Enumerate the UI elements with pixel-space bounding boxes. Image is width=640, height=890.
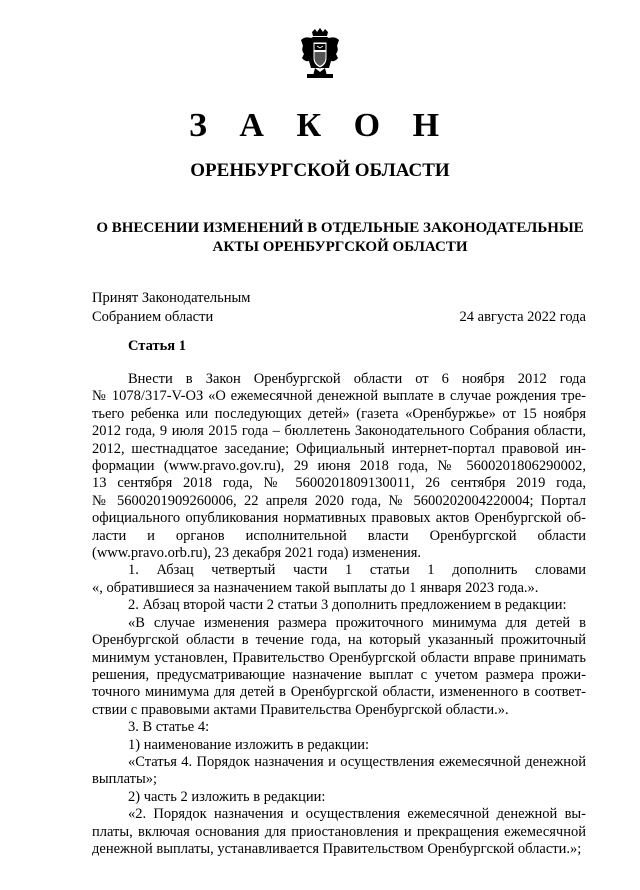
paragraph-line: решения, предусматривающие назначение выплат с учетом размера прожи- bbox=[92, 666, 586, 683]
law-heading-line: АКТЫ ОРЕНБУРГСКОЙ ОБЛАСТИ bbox=[212, 239, 468, 255]
paragraph-line: 2012, шестнадцатое заседание; Официальный интернет-портал правовой ин- bbox=[92, 440, 586, 457]
paragraph-line: 2012 года, 9 июля 2015 года – бюллетень Законодательного Собрания области, bbox=[92, 423, 586, 440]
paragraph-line: официального опубликования нормативных правовых актов Оренбургской об- bbox=[92, 510, 586, 527]
paragraph-line: ласти и органов исполнительной власти Оренбургской области bbox=[92, 527, 586, 544]
paragraph-line: Оренбургской области в течение года, на который указанный прожиточный bbox=[92, 632, 586, 649]
paragraph-line: денежной выплаты, устанавливается Правительством Оренбургской области.»; bbox=[92, 840, 582, 857]
paragraph-line: № 1078/317-V-ОЗ «О ежемесячной денежной выплате в случае рождения тре- bbox=[92, 388, 586, 405]
document-title: З А К О Н bbox=[188, 107, 452, 144]
paragraph-line: формации (www.pravo.gov.ru), 29 июня 2018 года, № 5600201806290002, bbox=[92, 458, 586, 475]
paragraph bbox=[92, 615, 586, 719]
paragraph-line: платы, включая основания для приостановления и прекращения ежемесячной bbox=[92, 823, 586, 840]
paragraph-line: ствии с правовыми актами Правительства Оренбургской области.». bbox=[92, 701, 509, 718]
paragraph-line: «2. Порядок назначения и осуществления ежемесячной денежной вы- bbox=[128, 806, 586, 823]
adoption-line: Принят Законодательным bbox=[92, 290, 251, 306]
coat-of-arms-emblem bbox=[299, 28, 341, 80]
paragraph-line: выплаты»; bbox=[92, 771, 158, 788]
law-heading-line: О ВНЕСЕНИИ ИЗМЕНЕНИЙ В ОТДЕЛЬНЫЕ ЗАКОНОДАТЕЛЬНЫЕ bbox=[96, 220, 584, 236]
paragraph-line: тьего ребенка или последующих детей» (газета «Оренбуржье» от 15 ноября bbox=[92, 405, 586, 422]
paragraph-line: «В случае изменения размера прожиточного минимума для детей в bbox=[128, 614, 586, 631]
paragraph bbox=[92, 806, 586, 858]
paragraph-line: № 5600201909260006, 22 апреля 2020 года, № 5600202004220004; Портал bbox=[92, 492, 586, 509]
coat-of-arms-icon bbox=[299, 28, 341, 80]
paragraph bbox=[92, 737, 586, 754]
paragraph bbox=[92, 371, 586, 562]
article-title: Статья 1 bbox=[128, 338, 186, 354]
paragraph-line: «, обратившиеся за назначением такой выплаты до 1 января 2023 года.». bbox=[92, 579, 539, 596]
adoption-date: 24 августа 2022 года bbox=[459, 309, 586, 325]
paragraph bbox=[92, 789, 586, 806]
paragraph-line: (www.pravo.orb.ru), 23 декабря 2021 года) изменения. bbox=[92, 545, 422, 562]
paragraph-line: 3. В статье 4: bbox=[128, 719, 210, 736]
paragraph-line: 1. Абзац четвертый части 1 статьи 1 дополнить словами bbox=[128, 562, 586, 579]
paragraph bbox=[92, 719, 586, 736]
paragraph-line: точного минимума для детей в Оренбургской области, измененного в соответ- bbox=[92, 684, 586, 701]
paragraph-line: 2. Абзац второй части 2 статьи 3 дополнить предложением в редакции: bbox=[128, 597, 567, 614]
paragraph-line: «Статья 4. Порядок назначения и осуществления ежемесячной денежной bbox=[128, 753, 586, 770]
adoption-note bbox=[92, 289, 250, 327]
paragraph bbox=[92, 597, 586, 614]
adoption-line: Собранием области bbox=[92, 309, 214, 325]
paragraph bbox=[92, 562, 586, 597]
law-heading bbox=[70, 219, 610, 257]
document-subtitle: ОРЕНБУРГСКОЙ ОБЛАСТИ bbox=[190, 160, 450, 181]
paragraph bbox=[92, 754, 586, 789]
paragraph-line: 1) наименование изложить в редакции: bbox=[128, 736, 370, 753]
paragraph-line: минимум установлен, Правительство Оренбургской области вправе принимать bbox=[92, 649, 586, 666]
paragraph-line: 13 сентября 2018 года, № 5600201809130011, 26 сентября 2019 года, bbox=[92, 475, 586, 492]
paragraph-line: 2) часть 2 изложить в редакции: bbox=[128, 788, 326, 805]
document-body bbox=[92, 371, 586, 858]
paragraph-line: Внести в Закон Оренбургской области от 6 ноября 2012 года bbox=[128, 371, 586, 387]
